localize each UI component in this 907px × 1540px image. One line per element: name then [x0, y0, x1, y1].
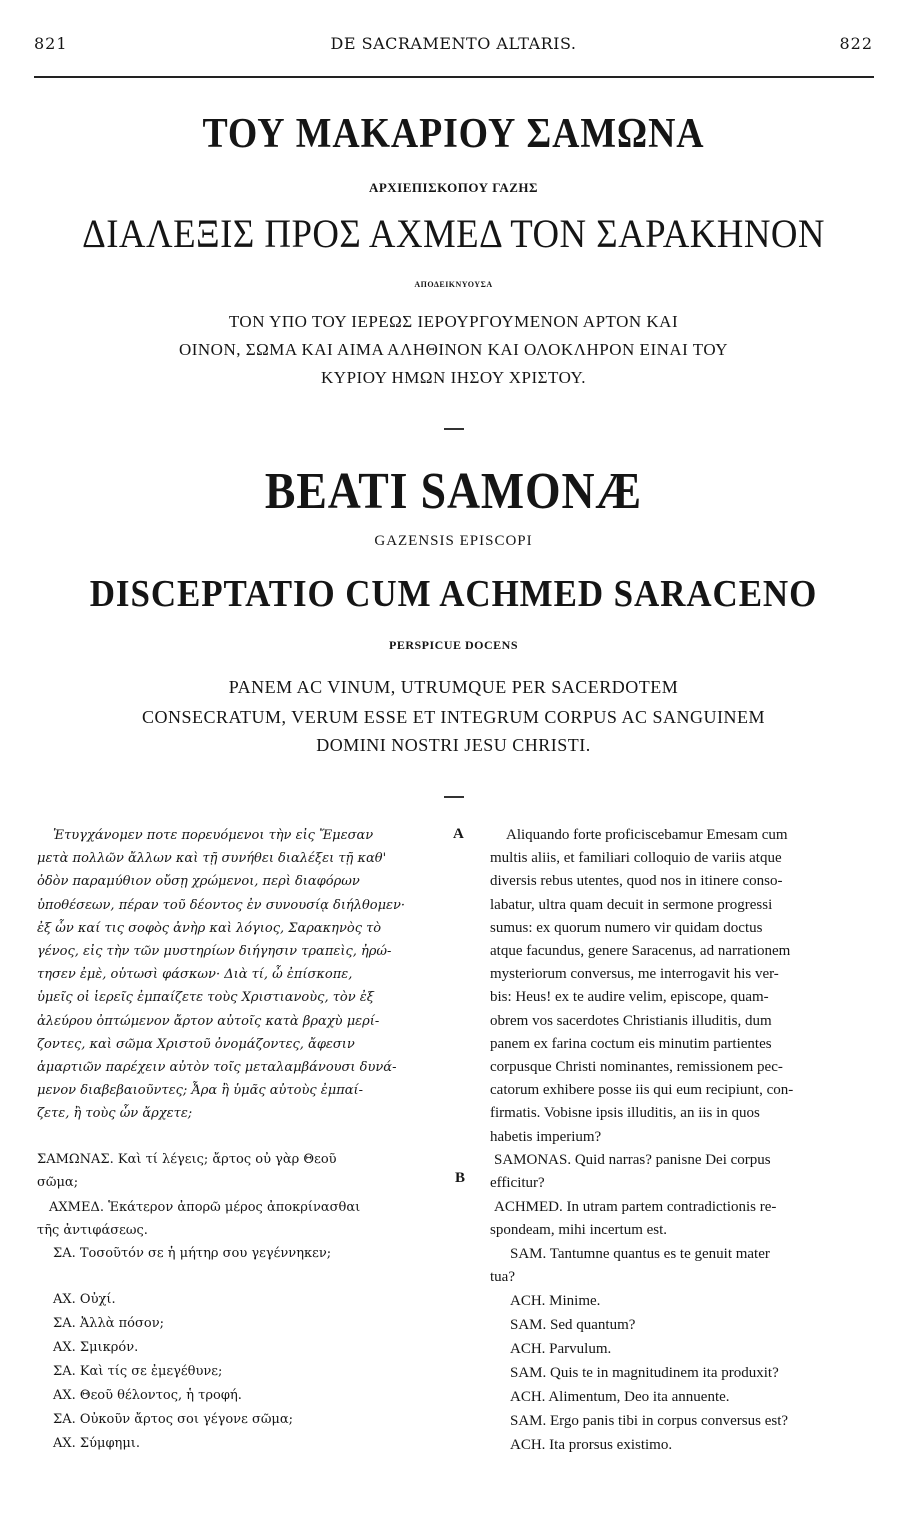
latin-dialogue-line: SAM. Quis te in magnitudinem ita produxit?: [510, 1365, 779, 1381]
text-line: ὑμεῖς οἱ ἱερεῖς ἐμπαίζετε τοὺς Χριστιανοὺς, τὸν ἐξ: [37, 990, 374, 1006]
margin-marker-b: B: [455, 1170, 466, 1186]
latin-title-desc-3: DOMINI NOSTRI JESU CHRISTI.: [316, 735, 591, 755]
text-line: bis: Heus! ex te audire velim, episcope, quam-: [490, 989, 769, 1006]
greek-dialogue-line: ΑΧ. Σύμφημι.: [53, 1436, 141, 1451]
text-line: μενον διαβεβαιοῦντες; Ἆρα ἢ ὑμᾶς αὐτοὺς ἐμπαί-: [37, 1083, 364, 1099]
text-line: γένος, εἰς τὴν τῶν μυστηρίων διήγησιν τραπεὶς, ἠρώ-: [37, 944, 392, 960]
text-line: τησεν ἐμὲ, οὑτωσὶ φάσκων· Διὰ τί, ὦ ἐπίσκοπε,: [37, 967, 353, 983]
header-rule: [34, 76, 874, 78]
section-dash: [444, 796, 464, 798]
text-line: sumus: ex quorum numero vir quidam doctus: [490, 919, 763, 936]
latin-title-office: GAZENSIS EPISCOPI: [374, 533, 533, 549]
running-header: [34, 34, 873, 58]
text-line: corpusque Christi nominantes, remissionem pec-: [490, 1059, 783, 1076]
text-line: catorum exhibere posse iis qui eum recipiunt, con-: [490, 1082, 794, 1099]
text-line: μετὰ πολλῶν ἄλλων καὶ τῇ συνήθει διαλέξει τῇ καθ': [37, 851, 387, 867]
latin-dialogue-line: SAM. Ergo panis tibi in corpus conversus est?: [510, 1413, 789, 1429]
latin-dialogue-line: SAM. Tantumne quantus es te genuit mater: [510, 1246, 770, 1262]
latin-title-desc-1: PANEM AC VINUM, UTRUMQUE PER SACERDOTEM: [228, 677, 679, 697]
greek-dialogue-line: ΑΧ. Οὐχί.: [53, 1292, 116, 1307]
text-line: firmatis. Vobisne ipsis illuditis, an iis in quos: [490, 1105, 760, 1122]
greek-dialogue-line: ΣΑ. Ἀλλὰ πόσον;: [53, 1316, 164, 1331]
text-line: multis aliis, et familiari colloquio de variis atque: [490, 850, 782, 867]
text-line: ὁδὸν παραμύθιον οὔσῃ χρώμενοι, περὶ διαφόρων: [37, 874, 360, 890]
greek-samonas-line: σῶμα;: [37, 1175, 79, 1190]
text-line: ζοντες, καὶ σῶμα Χριστοῦ ὀνομάζοντες, ἄφεσιν: [37, 1036, 355, 1052]
text-line: ἀλεύρου ὀπτώμενον ἄρτον αὐτοῖς κατὰ βραχὺ μερί-: [37, 1013, 380, 1029]
text-line: panem ex farina coctum eis minutim partientes: [490, 1035, 772, 1052]
greek-achmed-line: ΑΧΜΕΔ. Ἑκάτερον ἀπορῶ μέρος ἀποκρίνασθαι: [49, 1200, 361, 1215]
latin-paragraph: [490, 824, 872, 1149]
text-line: ζετε, ἢ τοὺς ὧν ἄρχετε;: [37, 1106, 193, 1122]
greek-dialogue-line: ΣΑ. Οὐκοῦν ἄρτος σοι γέγονε σῶμα;: [53, 1412, 294, 1427]
text-line: Aliquando forte proficiscebamur Emesam cum: [506, 827, 788, 843]
latin-dialogue-line: ACH. Ita prorsus existimo.: [510, 1437, 673, 1453]
text-line: ἁμαρτιῶν παρέχειν αὐτὸν τοῖς μεταλαμβάνουσι δυνά-: [37, 1060, 397, 1076]
greek-dialogue-line: ΣΑ. Τοσοῦτόν σε ἡ μήτηρ σου γεγέννηκεν;: [53, 1246, 332, 1261]
running-title: DE SACRAMENTO ALTARIS.: [330, 34, 577, 53]
greek-paragraph: [37, 824, 452, 1126]
latin-samonas-line: efficitur?: [490, 1175, 545, 1191]
margin-marker-a: A: [453, 826, 464, 842]
section-dash: [444, 428, 464, 430]
latin-samonas-line: SAMONAS. Quid narras? panisne Dei corpus: [494, 1152, 771, 1168]
latin-title-author: BEATI SAMONÆ: [264, 463, 643, 520]
text-line: habetis imperium?: [490, 1128, 602, 1145]
greek-title-desc-1: ΤΟΝ ΥΠΟ ΤΟΥ ΙΕΡΕΩΣ ΙΕΡΟΥΡΓΟΥΜΕΝΟΝ ΑΡΤΟΝ ΚΑΙ: [228, 312, 679, 331]
page-number-left: 821: [34, 34, 68, 53]
greek-dialogue-line: ΑΧ. Σμικρόν.: [53, 1340, 139, 1355]
latin-dialogue-line: SAM. Sed quantum?: [510, 1317, 636, 1333]
greek-title-work: ΔΙΑΛΕΞΙΣ ΠΡΟΣ ΑΧΜΕΔ ΤΟΝ ΣΑΡΑΚΗΝΟΝ: [82, 211, 825, 256]
text-line: obrem vos sacerdotes Christianis illuditis, dum: [490, 1012, 772, 1029]
greek-samonas-line: ΣΑΜΩΝΑΣ. Καὶ τί λέγεις; ἄρτος οὐ γὰρ Θεοῦ: [37, 1152, 337, 1167]
latin-achmed-line: spondeam, mihi incertum est.: [490, 1222, 668, 1238]
latin-dialogue-line: ACH. Parvulum.: [510, 1341, 612, 1357]
latin-dialogue-line: ACH. Alimentum, Deo ita annuente.: [510, 1389, 730, 1405]
latin-dialogue-line: tua?: [490, 1269, 515, 1285]
latin-achmed-line: ACHMED. In utram partem contradictionis re-: [494, 1199, 777, 1215]
greek-achmed-line: τῆς ἀντιφάσεως.: [37, 1223, 148, 1238]
text-line: mysteriorum conversus, me interrogavit his ver-: [490, 966, 779, 983]
greek-title-office: ΑΡΧΙΕΠΙΣΚΟΠΟΥ ΓΑΖΗΣ: [368, 180, 539, 195]
latin-title-work: DISCEPTATIO CUM ACHMED SARACENO: [89, 573, 818, 615]
latin-dialogue-line: ACH. Minime.: [510, 1293, 601, 1309]
text-line: ὑποθέσεων, πέραν τοῦ δέοντος ἐν συνουσίᾳ διήλθομεν·: [37, 897, 406, 913]
text-line: atque facundus, genere Saracenus, ad narrationem: [490, 943, 791, 960]
greek-title-sub: ΑΠΟΔΕΙΚΝΥΟΥΣΑ: [414, 280, 493, 289]
greek-dialogue-line: ΑΧ. Θεοῦ θέλοντος, ἡ τροφή.: [53, 1388, 242, 1403]
text-line: Ἐτυγχάνομεν ποτε πορευόμενοι τὴν εἰς Ἔμεσαν: [53, 828, 374, 843]
text-line: labatur, ultra quam decuit in sermone progressi: [490, 896, 773, 913]
greek-title-desc-2: ΟΙΝΟΝ, ΣΩΜΑ ΚΑΙ ΑΙΜΑ ΑΛΗΘΙΝΟΝ ΚΑΙ ΟΛΟΚΛΗΡΟΝ ΕΙΝΑΙ ΤΟΥ: [178, 340, 729, 359]
greek-title-author: ΤΟΥ ΜΑΚΑΡΙΟΥ ΣΑΜΩΝΑ: [202, 111, 705, 157]
latin-title-sub: PERSPICUE DOCENS: [388, 638, 519, 652]
greek-title-desc-3: ΚΥΡΙΟΥ ΗΜΩΝ ΙΗΣΟΥ ΧΡΙΣΤΟΥ.: [321, 368, 586, 387]
text-line: diversis rebus utentes, quod nos in itinere conso-: [490, 873, 783, 890]
page-number-right: 822: [839, 34, 873, 53]
latin-title-desc-2: CONSECRATUM, VERUM ESSE ET INTEGRUM CORPUS AC SANGUINEM: [142, 707, 765, 727]
text-line: ἐξ ὧν καί τις σοφὸς ἀνὴρ καὶ λόγιος, Σαρακηνὸς τὸ: [37, 920, 382, 936]
greek-dialogue-line: ΣΑ. Καὶ τίς σε ἐμεγέθυνε;: [53, 1364, 223, 1379]
